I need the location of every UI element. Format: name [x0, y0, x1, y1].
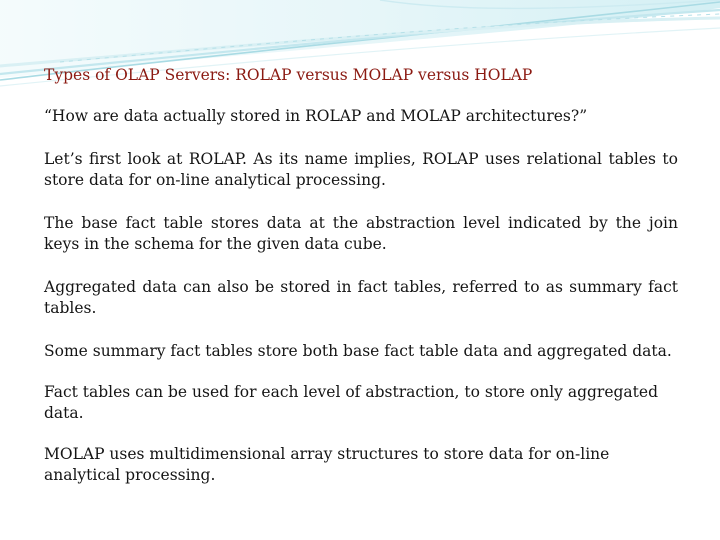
- slide-content: [44, 65, 678, 508]
- paragraph-question: “How are data actually stored in ROLAP and MOLAP architectures?”: [44, 107, 588, 125]
- paragraph-fact-tables-levels: Fact tables can be used for each level of abstraction, to store only aggregated data.: [44, 383, 658, 422]
- slide-title: Types of OLAP Servers: ROLAP versus MOLAP versus HOLAP: [44, 66, 533, 84]
- paragraph-molap: MOLAP uses multidimensional array structures to store data for on-line analytical processing.: [44, 445, 610, 484]
- paragraph-aggregated-data: Aggregated data can also be stored in fact tables, referred to as summary fact tables.: [44, 278, 678, 317]
- paragraph-summary-tables: Some summary fact tables store both base fact table data and aggregated data.: [44, 342, 672, 360]
- paragraph-base-fact-table: The base fact table stores data at the abstraction level indicated by the join keys in the schema for the given data cube.: [44, 214, 678, 253]
- paragraph-rolap-intro: Let’s first look at ROLAP. As its name implies, ROLAP uses relational tables to store data for on-line analytical processing.: [44, 150, 678, 189]
